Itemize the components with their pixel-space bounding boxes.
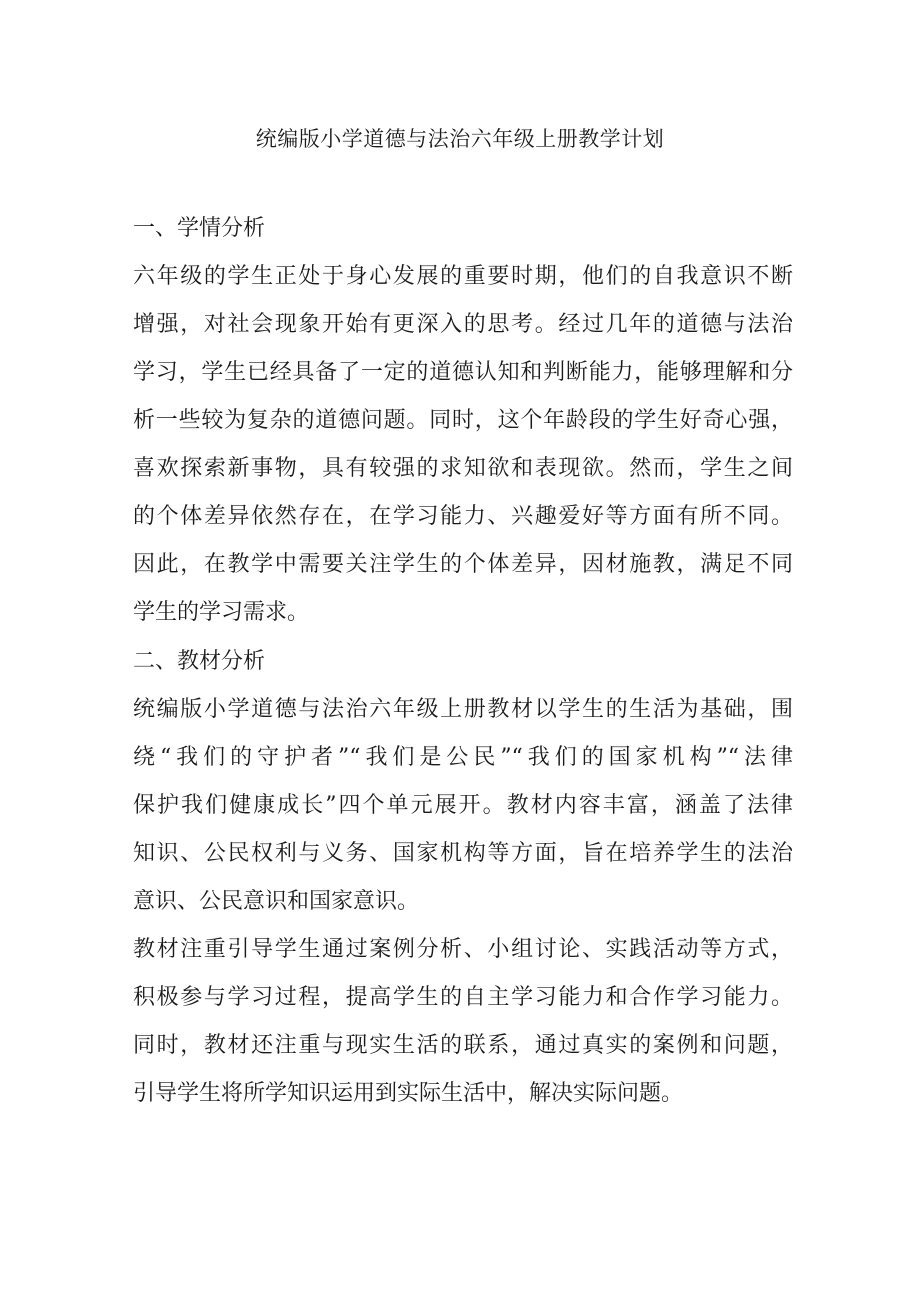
section-heading: 二、教材分析 — [133, 649, 266, 674]
paragraph-line: 积极参与学习过程，提高学生的自主学习能力和合作学习能力。 — [133, 985, 793, 1010]
document-title: 统编版小学道德与法治六年级上册教学计划 — [255, 127, 665, 151]
section-heading: 一、学情分析 — [133, 216, 266, 241]
paragraph-line: 意识、公民意识和国家意识。 — [133, 889, 420, 914]
paragraph-line: 统编版小学道德与法治六年级上册教材以学生的生活为基础，围 — [133, 697, 793, 722]
paragraph-line: 的个体差异依然存在，在学习能力、兴趣爱好等方面有所不同。 — [133, 504, 793, 529]
paragraph-line: 增强，对社会现象开始有更深入的思考。经过几年的道德与法治 — [133, 312, 793, 337]
paragraph-line: 教材注重引导学生通过案例分析、小组讨论、实践活动等方式， — [133, 937, 793, 962]
paragraph-line: 学习，学生已经具备了一定的道德认知和判断能力，能够理解和分 — [133, 360, 793, 385]
paragraph-line: 同时，教材还注重与现实生活的联系，通过真实的案例和问题， — [133, 1033, 793, 1058]
paragraph-line: 绕“我们的守护者”“我们是公民”“我们的国家机构”“法律 — [133, 745, 793, 770]
paragraph-line: 保护我们健康成长”四个单元展开。教材内容丰富，涵盖了法律 — [133, 793, 793, 818]
paragraph-line: 喜欢探索新事物，具有较强的求知欲和表现欲。然而，学生之间 — [133, 456, 793, 481]
paragraph-line: 引导学生将所学知识运用到实际生活中，解决实际问题。 — [133, 1081, 684, 1106]
paragraph-line: 因此，在教学中需要关注学生的个体差异，因材施教，满足不同 — [133, 552, 793, 577]
paragraph-line: 六年级的学生正处于身心发展的重要时期，他们的自我意识不断 — [133, 264, 793, 289]
paragraph-line: 析一些较为复杂的道德问题。同时，这个年龄段的学生好奇心强， — [133, 408, 793, 433]
paragraph-line: 学生的学习需求。 — [133, 600, 310, 625]
paragraph-line: 知识、公民权利与义务、国家机构等方面，旨在培养学生的法治 — [133, 841, 793, 866]
